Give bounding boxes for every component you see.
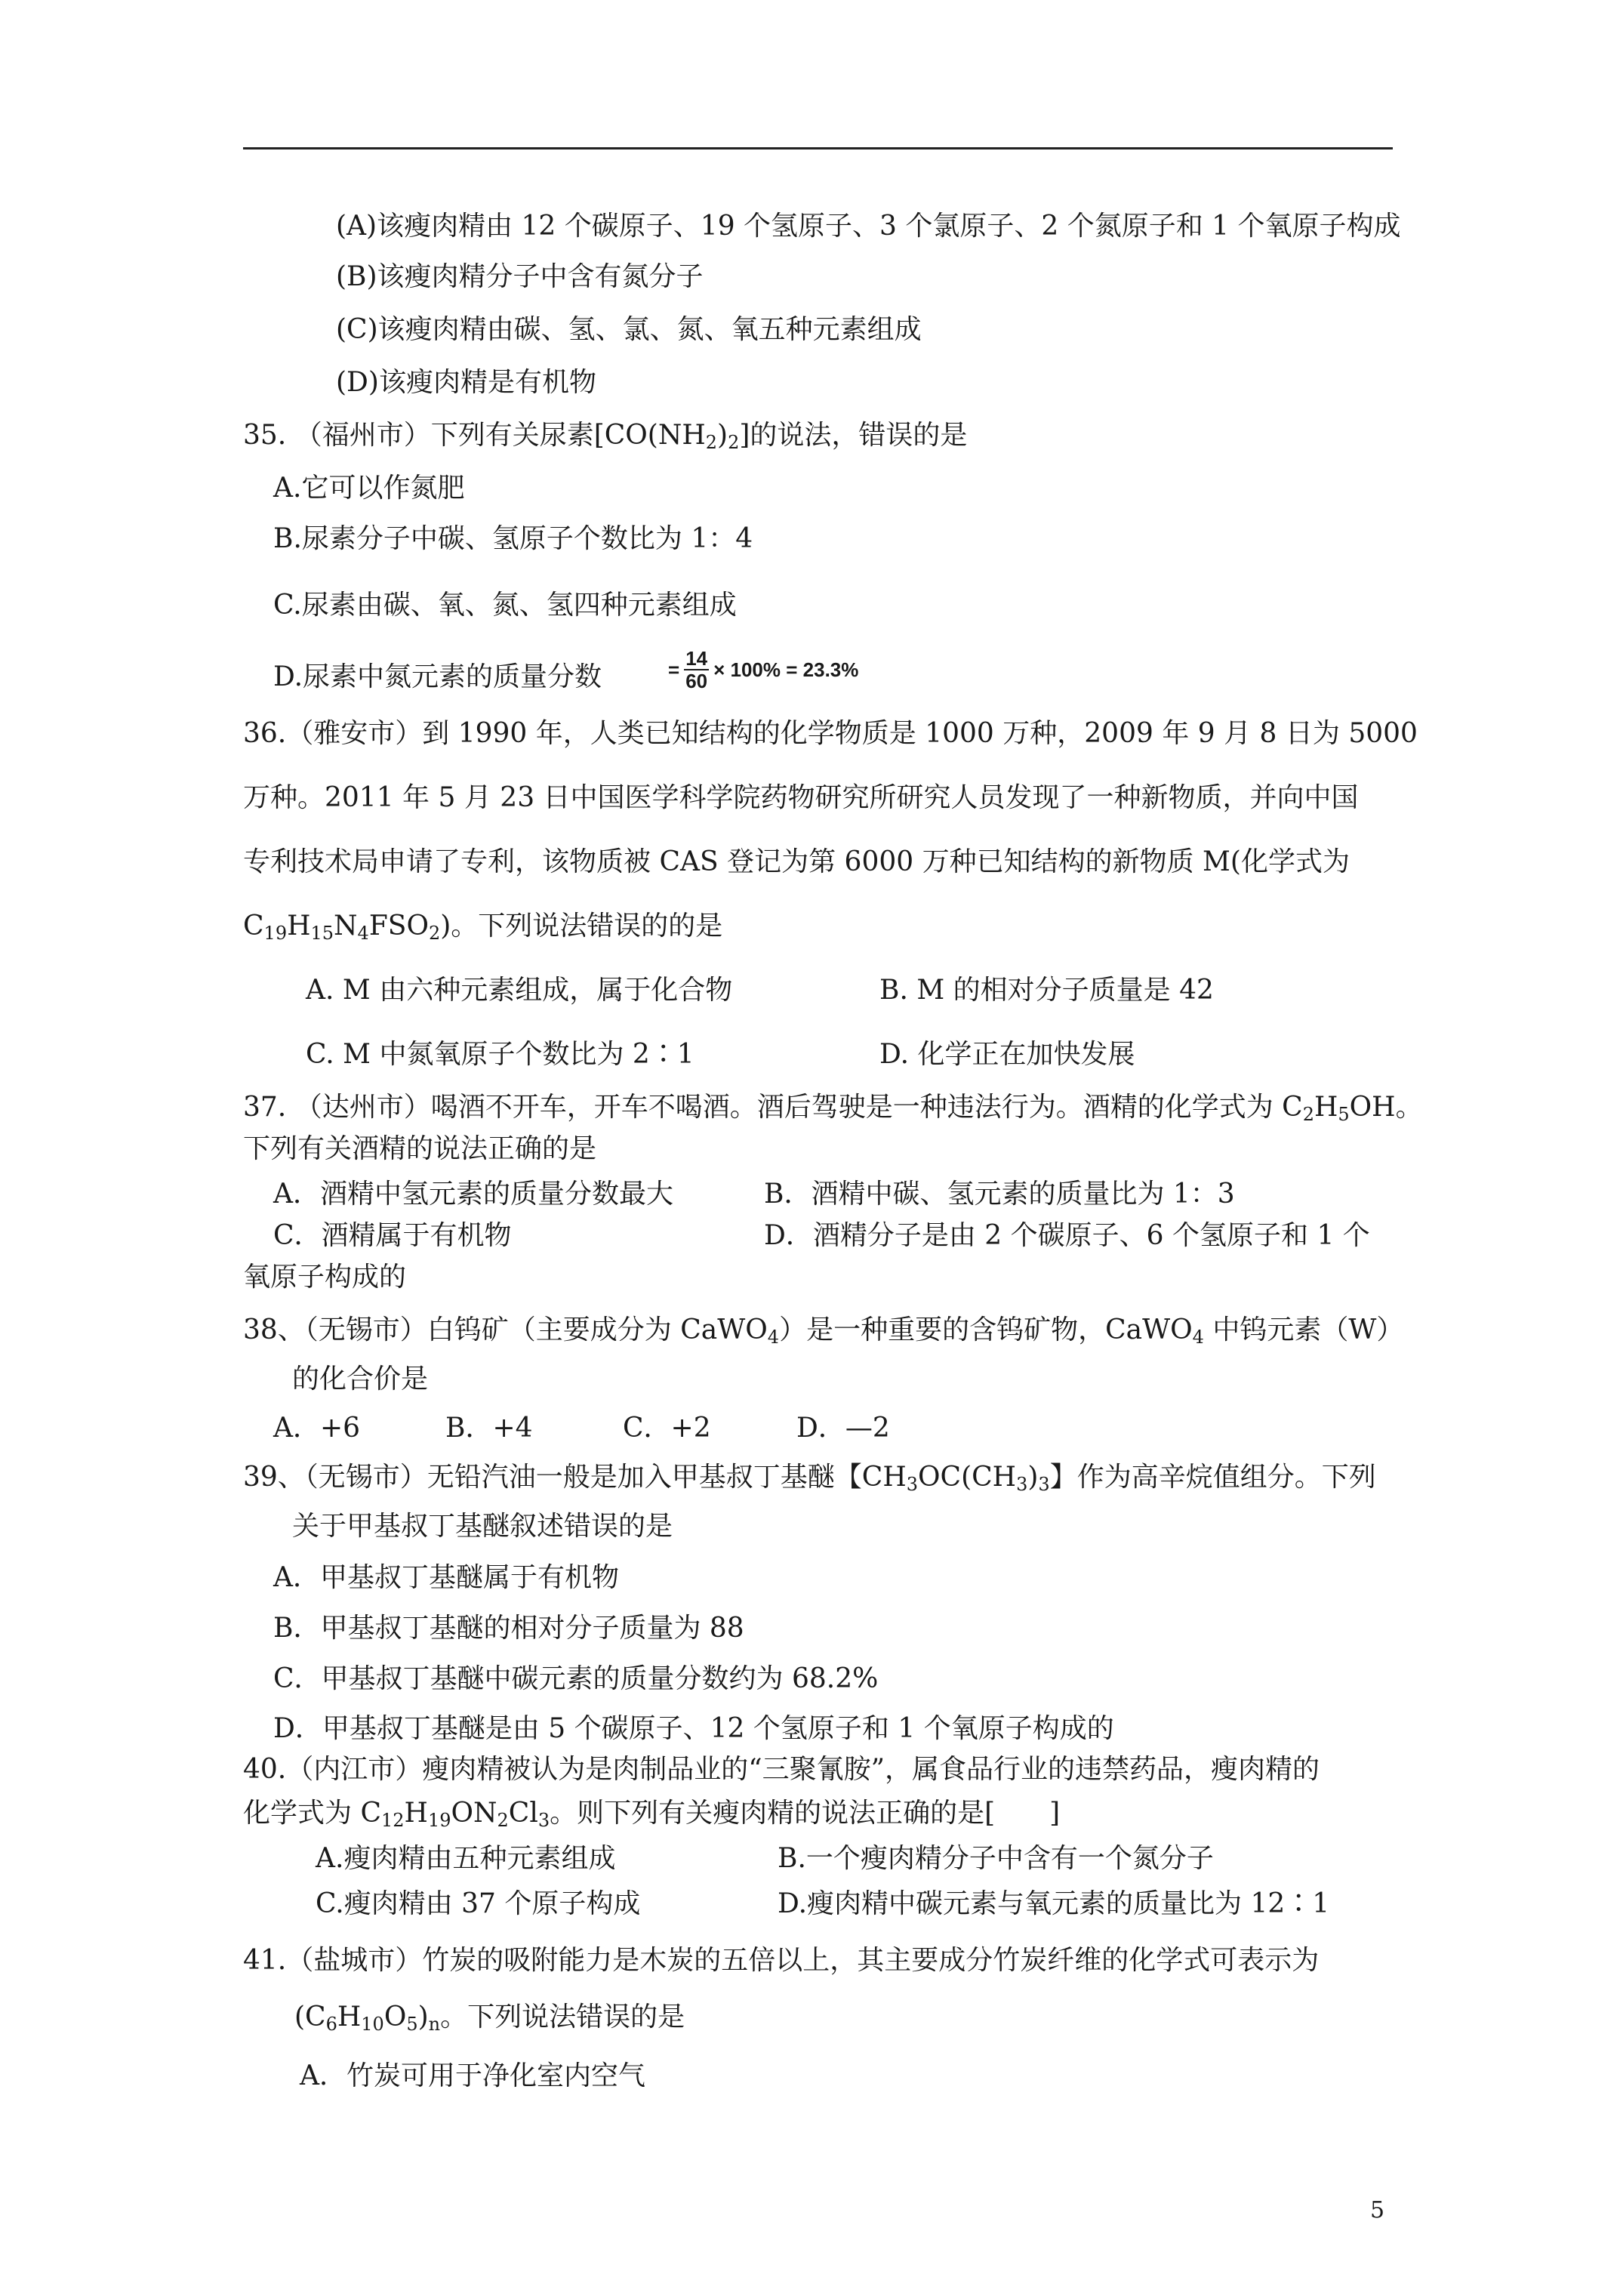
q37-line-1: 37. （达州市）喝酒不开车，开车不喝酒。酒后驾驶是一种违法行为。酒精的化学式为 $C_2H_5OH$。 — [243, 1092, 1423, 1125]
q41-option-a: A．竹炭可用于净化室内空气 — [300, 2060, 645, 2091]
q37-line-2: 下列有关酒精的说法正确的是 — [243, 1133, 597, 1164]
header-rule — [243, 147, 1393, 149]
q36-option-d: D. 化学正在加快发展 — [879, 1039, 1135, 1070]
page-number: 5 — [1370, 2197, 1385, 2224]
q39-option-a: A．甲基叔丁基醚属于有机物 — [273, 1562, 619, 1593]
q40-line-1: 40.（内江市）瘦肉精被认为是肉制品业的“三聚氰胺”，属食品行业的违禁药品，瘦肉精的 — [243, 1754, 1320, 1785]
prev-option-c: (C)该瘦肉精由碳、氢、氯、氮、氧五种元素组成 — [336, 314, 922, 345]
q40-option-a: A.瘦肉精由五种元素组成 — [316, 1843, 616, 1874]
q39-line-1: 39、（无锡市）无铅汽油一般是加入甲基叔丁基醚【$CH_3OC(CH_3)_3$】作为高辛烷值组分。下列 — [243, 1462, 1376, 1495]
q38-line-1: 38、（无锡市）白钨矿（主要成分为 CaWO$_4$）是一种重要的含钨矿物，CaWO$_4$ 中钨元素（W） — [243, 1314, 1404, 1348]
q35-option-c: C.尿素由碳、氧、氮、氢四种元素组成 — [273, 590, 737, 621]
q39-option-c: C．甲基叔丁基醚中碳元素的质量分数约为 68.2% — [273, 1663, 879, 1694]
q36-formula-line: $C_{19}H_{15}N_4FSO_2$)。下列说法错误的的是 — [243, 911, 723, 944]
q39-option-d: D．甲基叔丁基醚是由 5 个碳原子、12 个氢原子和 1 个氧原子构成的 — [273, 1713, 1114, 1744]
q36-option-c: C. M 中氮氧原子个数比为 2∶1 — [306, 1039, 694, 1070]
q40-option-c: C.瘦肉精由 37 个原子构成 — [316, 1888, 641, 1919]
q37-option-d-cont: 氧原子构成的 — [243, 1262, 407, 1293]
q38-line-2: 的化合价是 — [292, 1364, 429, 1395]
q35-option-b: B.尿素分子中碳、氢原子个数比为 1：4 — [273, 523, 753, 554]
prev-option-b: (B)该瘦肉精分子中含有氮分子 — [336, 261, 704, 292]
q39-line-2: 关于甲基叔丁基醚叙述错误的是 — [292, 1511, 673, 1542]
q35-option-d: D.尿素中氮元素的质量分数 — [273, 661, 602, 692]
q36-option-b: B. M 的相对分子质量是 42 — [879, 975, 1214, 1006]
q35-stem: 35. （福州市）下列有关尿素$[CO(NH_2)_2]$的说法，错误的是 — [243, 420, 968, 453]
q36-line-1: 36.（雅安市）到 1990 年，人类已知结构的化学物质是 1000 万种，2009 年 9 月 8 日为 5000 — [243, 718, 1418, 749]
q39-option-b: B．甲基叔丁基醚的相对分子质量为 88 — [273, 1613, 744, 1644]
prev-option-d: (D)该瘦肉精是有机物 — [336, 367, 596, 398]
q36-line-2: 万种。2011 年 5 月 23 日中国医学科学院药物研究所研究人员发现了一种新物质，并向中国 — [243, 782, 1359, 813]
q36-line-3: 专利技术局申请了专利，该物质被 CAS 登记为第 6000 万种已知结构的新物质 M(化学式为 — [243, 846, 1350, 877]
q35-option-a: A.它可以作氮肥 — [273, 473, 465, 504]
q40-option-d: D.瘦肉精中碳元素与氧元素的质量比为 12∶1 — [778, 1888, 1330, 1919]
q40-line-2: 化学式为 $C_{12}H_{19}ON_2Cl_3$。则下列有关瘦肉精的说法正确的是[ ] — [243, 1798, 1061, 1831]
prev-option-a: (A)该瘦肉精由 12 个碳原子、19 个氢原子、3 个氯原子、2 个氮原子和 1 个氧原子构成 — [336, 211, 1401, 242]
q35-mass-fraction-formula: = $\frac{14}{60}$ × 100% = 23.3% — [668, 647, 859, 692]
q37-option-d: D．酒精分子是由 2 个碳原子、6 个氢原子和 1 个 — [764, 1220, 1370, 1251]
q40-option-b: B.一个瘦肉精分子中含有一个氮分子 — [778, 1843, 1214, 1874]
q36-option-a: A. M 由六种元素组成，属于化合物 — [306, 975, 733, 1006]
q38-option-b: B．+4 — [445, 1413, 533, 1444]
q38-option-a: A．+6 — [273, 1413, 361, 1444]
q38-option-d: D．—2 — [796, 1413, 890, 1444]
q41-line-2: $(C_6H_{10}O_5)_n$。下列说法错误的是 — [294, 2002, 685, 2035]
q37-option-c: C．酒精属于有机物 — [273, 1220, 512, 1251]
q37-option-a: A．酒精中氢元素的质量分数最大 — [273, 1179, 673, 1210]
q37-option-b: B．酒精中碳、氢元素的质量比为 1：3 — [764, 1179, 1235, 1210]
q41-line-1: 41.（盐城市）竹炭的吸附能力是木炭的五倍以上，其主要成分竹炭纤维的化学式可表示为 — [243, 1945, 1320, 1976]
q38-option-c: C．+2 — [623, 1413, 711, 1444]
